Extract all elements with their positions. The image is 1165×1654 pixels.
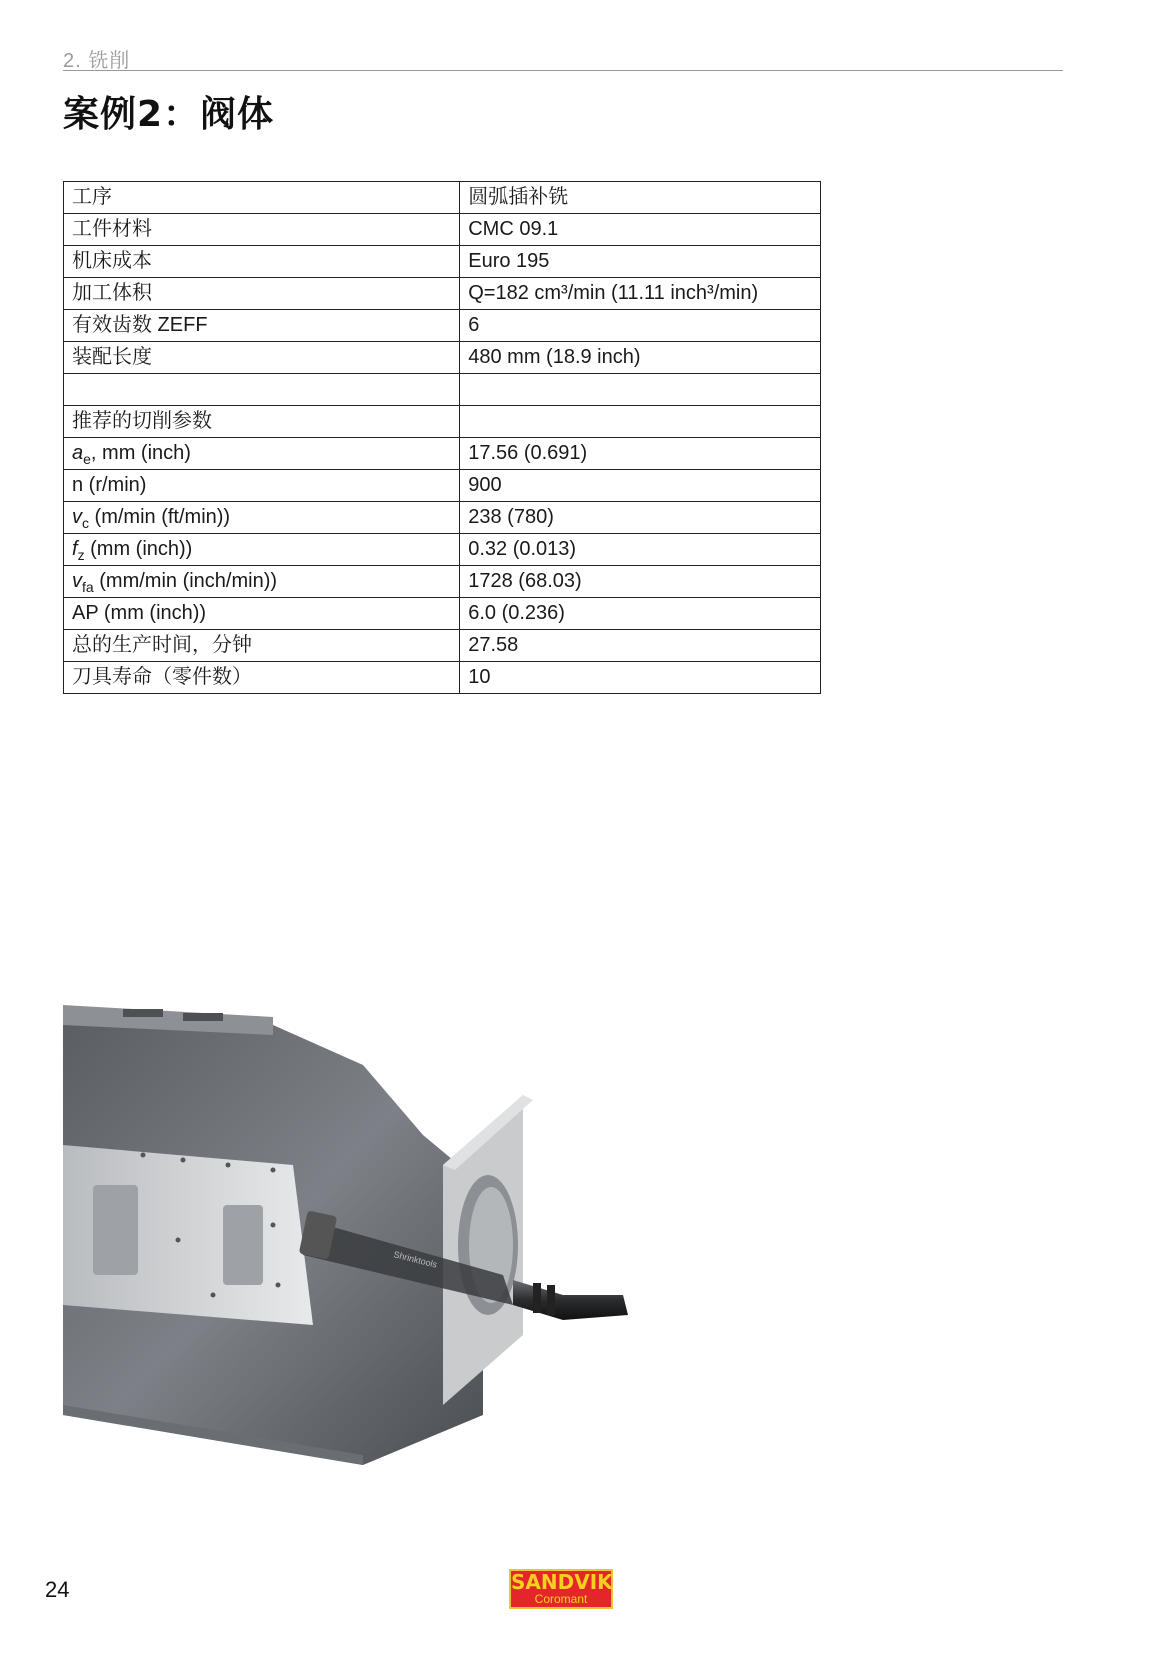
param-symbol: v — [72, 570, 82, 592]
row-label — [64, 374, 460, 406]
row-value — [460, 406, 821, 438]
param-subscript: z — [77, 547, 85, 563]
table-row — [64, 310, 821, 342]
row-value: Q=182 cm³/min (11.11 inch³/min) — [460, 278, 821, 310]
row-label: 加工体积 — [64, 278, 460, 310]
row-label: 装配长度 — [64, 342, 460, 374]
row-value: CMC 09.1 — [460, 214, 821, 246]
header-divider — [63, 70, 1063, 71]
param-subscript: fa — [82, 579, 94, 595]
logo-sub: Coromant — [534, 1592, 588, 1606]
row-value: 10 — [460, 662, 821, 694]
row-value: 1728 (68.03) — [460, 566, 821, 598]
table-row — [64, 502, 821, 534]
row-label: AP (mm (inch)) — [64, 598, 460, 630]
row-label — [64, 502, 460, 534]
row-value: 900 — [460, 470, 821, 502]
row-value: 6.0 (0.236) — [460, 598, 821, 630]
table-row-empty — [64, 374, 821, 406]
param-unit: (m/min (ft/min)) — [89, 506, 231, 528]
row-label: 机床成本 — [64, 246, 460, 278]
table-row — [64, 566, 821, 598]
table-row — [64, 662, 821, 694]
table-row — [64, 630, 821, 662]
page-number: 24 — [45, 1577, 70, 1602]
row-label: 工件材料 — [64, 214, 460, 246]
row-value — [460, 374, 821, 406]
param-unit: (mm (inch)) — [84, 538, 193, 560]
row-value: 480 mm (18.9 inch) — [460, 342, 821, 374]
row-value: 0.32 (0.013) — [460, 534, 821, 566]
param-subscript: e — [83, 451, 91, 467]
row-value: 17.56 (0.691) — [460, 438, 821, 470]
row-label — [64, 534, 460, 566]
table-row — [64, 342, 821, 374]
row-value: 6 — [460, 310, 821, 342]
param-symbol: v — [72, 506, 82, 528]
param-unit: (mm/min (inch/min)) — [93, 570, 278, 592]
table-row — [64, 182, 821, 214]
table-row — [64, 598, 821, 630]
table-row — [64, 278, 821, 310]
tool-marking: Shrinktools — [392, 1249, 439, 1270]
row-label — [64, 438, 460, 470]
row-label: 推荐的切削参数 — [64, 406, 460, 438]
param-symbol: f — [72, 538, 78, 560]
table-row — [64, 246, 821, 278]
table-row — [64, 214, 821, 246]
table-row — [64, 438, 821, 470]
table-row-section-heading — [64, 406, 821, 438]
valve-body-machining-illustration — [63, 995, 673, 1555]
section-label: 2. 铣削 — [63, 50, 131, 72]
row-value: 238 (780) — [460, 502, 821, 534]
table-row — [64, 534, 821, 566]
row-value: Euro 195 — [460, 246, 821, 278]
cutting-parameters-table — [63, 181, 821, 694]
row-label: 总的生产时间，分钟 — [64, 630, 460, 662]
table-row — [64, 470, 821, 502]
row-value: 27.58 — [460, 630, 821, 662]
param-subscript: c — [82, 515, 89, 531]
param-symbol: a — [72, 442, 84, 464]
sandvik-coromant-logo — [509, 1569, 613, 1609]
logo-brand: SANDVIK — [511, 1570, 613, 1594]
row-label — [64, 566, 460, 598]
row-label: n (r/min) — [64, 470, 460, 502]
page-title: 案例2：阀体 — [63, 94, 275, 135]
row-value: 圆弧插补铣 — [460, 182, 821, 214]
param-unit: , mm (inch) — [90, 442, 191, 464]
row-label: 工序 — [64, 182, 460, 214]
row-label: 刀具寿命（零件数） — [64, 662, 460, 694]
row-label: 有效齿数 ZEFF — [64, 310, 460, 342]
